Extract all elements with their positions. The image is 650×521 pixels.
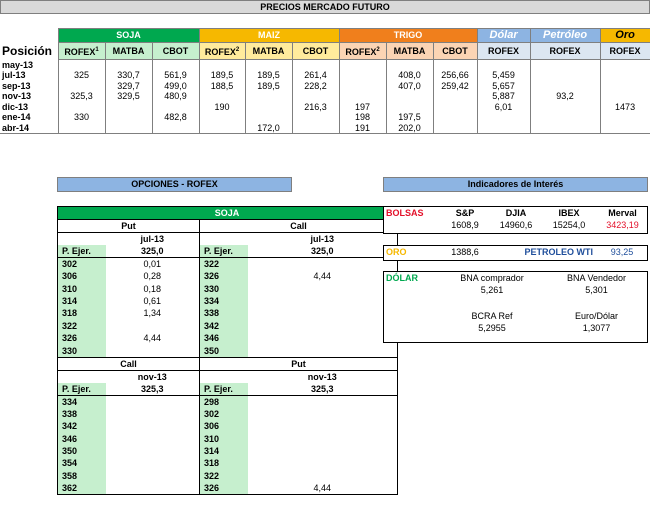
options-type-row: [58, 220, 398, 233]
futures-cell: [530, 70, 600, 81]
futures-cell: 197,5: [386, 112, 433, 123]
futures-cell: [339, 91, 386, 102]
group-oro: Oro: [600, 29, 650, 43]
group-dolar: Dólar: [477, 29, 530, 43]
futures-cell: 482,8: [152, 112, 199, 123]
col-soja-matba: MATBA: [105, 43, 152, 60]
bna-comprador-value: 5,261: [480, 285, 504, 295]
petroleo-wti-label: PETROLEO WTI: [524, 247, 593, 257]
futures-cell: [530, 102, 600, 113]
options-row: [58, 482, 398, 495]
futures-cell: [152, 123, 199, 134]
strike-price-cell: 310: [200, 433, 248, 445]
premium-cell: [248, 433, 398, 445]
premium-cell: [106, 320, 200, 332]
bolsas-box: [383, 206, 648, 234]
premium-cell: 4,44: [313, 271, 332, 282]
opt2-right-type: Put: [200, 357, 398, 370]
futures-cell: [245, 112, 292, 123]
futures-cell: 259,42: [433, 81, 477, 92]
col-petro-rofex: ROFEX: [530, 43, 600, 60]
strike-price-cell: 306: [200, 420, 248, 432]
futures-row-position: ene-14: [2, 112, 31, 123]
premium-cell: 4,44: [106, 332, 200, 344]
strike-price-cell: 322: [200, 470, 248, 482]
bna-vendedor-label: BNA Vendedor: [566, 273, 627, 283]
options-row: [58, 408, 398, 420]
futures-cell: 172,0: [245, 123, 292, 134]
options-row: [58, 433, 398, 445]
futures-cell: 6,01: [477, 102, 530, 113]
futures-cell: [152, 60, 199, 71]
strike-price-cell: 318: [200, 457, 248, 469]
premium-cell: [248, 282, 398, 294]
futures-row-position: dic-13: [2, 101, 29, 112]
premium-cell: [248, 307, 398, 319]
strike-price-cell: 334: [58, 395, 106, 408]
premium-cell: 0,28: [106, 270, 200, 282]
futures-cell: [600, 123, 650, 134]
opt1-right-type: Call: [200, 220, 398, 233]
futures-cell: [245, 102, 292, 113]
opt1-left-price: 325,0: [106, 245, 200, 258]
strike-price-cell: 330: [58, 344, 106, 356]
bcra-ref-value: 5,2955: [478, 323, 506, 333]
futures-cell: 228,2: [292, 81, 339, 92]
opt2-left-price: 325,3: [106, 383, 200, 396]
position-label: Posición: [2, 44, 53, 58]
strike-price-cell: 322: [58, 320, 106, 332]
opt1-left-type: Put: [58, 220, 200, 233]
futures-cell: 499,0: [152, 81, 199, 92]
futures-group-header-row: [0, 29, 650, 43]
premium-cell: [106, 408, 200, 420]
dolar-box: [383, 271, 648, 343]
euro-dolar-value: 1,3077: [582, 323, 611, 333]
premium-cell: [248, 408, 398, 420]
futures-cell: [477, 112, 530, 123]
futures-cell: 5,657: [477, 81, 530, 92]
futures-cell: [386, 91, 433, 102]
futures-row: [0, 70, 650, 81]
options-row: [58, 295, 398, 307]
futures-cell: [433, 102, 477, 113]
opt1-left-month: jul-13: [106, 233, 200, 246]
bolsas-header-sp: S&P: [455, 208, 475, 218]
futures-cell: 93,2: [530, 91, 600, 102]
options-row: [58, 282, 398, 294]
premium-cell: [248, 457, 398, 469]
bolsas-value-ibex: 15254,0: [552, 220, 586, 230]
strike-price-cell: 350: [200, 344, 248, 356]
futures-cell: 330,7: [105, 70, 152, 81]
options-row: [58, 445, 398, 457]
options-soja-title: SOJA: [57, 206, 397, 220]
bolsas-header-ibex: IBEX: [558, 208, 580, 218]
futures-cell: [58, 123, 105, 134]
bolsas-value-merval: 3423,19: [606, 220, 639, 230]
futures-cell: [199, 112, 245, 123]
options-row: [58, 270, 398, 282]
futures-cell: 197: [339, 102, 386, 113]
opt2-right-month: nov-13: [307, 371, 337, 382]
premium-cell: 0,18: [106, 282, 200, 294]
futures-cell: [386, 102, 433, 113]
options-row: [58, 395, 398, 408]
premium-cell: [106, 445, 200, 457]
futures-cell: 480,9: [152, 91, 199, 102]
premium-cell: [248, 320, 398, 332]
col-trigo-cbot: CBOT: [433, 43, 477, 60]
futures-cell: [600, 91, 650, 102]
futures-cell: 1473: [600, 102, 650, 113]
opt1-right-month: jul-13: [310, 234, 335, 244]
strike-price-cell: 318: [58, 307, 106, 319]
futures-cell: [292, 60, 339, 71]
futures-cell: [105, 102, 152, 113]
bcra-ref-label: BCRA Ref: [471, 311, 513, 321]
strike-price-cell: 330: [200, 282, 248, 294]
options-row: [58, 344, 398, 356]
strike-price-cell: 314: [200, 445, 248, 457]
strike-price-cell: 314: [58, 295, 106, 307]
futures-cell: [600, 112, 650, 123]
col-trigo-rofex: ROFEX$^2$: [339, 43, 386, 60]
futures-cell: 5,887: [477, 91, 530, 102]
strike-price-cell: 358: [58, 470, 106, 482]
futures-cell: 329,5: [105, 91, 152, 102]
bna-comprador-label: BNA comprador: [460, 273, 524, 283]
futures-cell: 189,5: [199, 70, 245, 81]
bolsas-value-djia: 14960,6: [499, 220, 533, 230]
futures-cell: [530, 112, 600, 123]
futures-cell: [339, 60, 386, 71]
premium-cell: [248, 344, 398, 356]
options-row: [58, 420, 398, 432]
futures-cell: [105, 123, 152, 134]
premium-cell: 4,44: [313, 483, 332, 494]
futures-cell: [530, 60, 600, 71]
futures-cell: 216,3: [292, 102, 339, 113]
premium-cell: [248, 420, 398, 432]
options-row: [58, 320, 398, 332]
futures-row: [0, 91, 650, 102]
strike-price-cell: 326: [200, 482, 248, 495]
group-petroleo: Petróleo: [530, 29, 600, 43]
premium-cell: [248, 295, 398, 307]
opt2-left-type: Call: [58, 357, 200, 370]
futures-cell: 191: [339, 123, 386, 134]
strike-price-cell: 306: [58, 270, 106, 282]
premium-cell: [106, 433, 200, 445]
futures-cell: [105, 112, 152, 123]
col-dolar-rofex: ROFEX: [477, 43, 530, 60]
premium-cell: 0,01: [106, 258, 200, 271]
futures-row: [0, 60, 650, 71]
premium-cell: 0,61: [106, 295, 200, 307]
futures-row-position: abr-14: [0, 123, 58, 134]
opt2-left-month: nov-13: [106, 370, 200, 383]
group-soja: SOJA: [58, 29, 199, 43]
options-row: [58, 258, 398, 271]
strike-price-cell: 326: [200, 270, 248, 282]
bolsas-header-djia: DJIA: [505, 208, 527, 218]
premium-cell: [248, 445, 398, 457]
col-soja-cbot: CBOT: [152, 43, 199, 60]
premium-cell: [248, 470, 398, 482]
futures-cell: [245, 60, 292, 71]
premium-cell: 1,34: [106, 307, 200, 319]
oro-label: ORO: [386, 247, 407, 257]
petroleo-wti-value: 93,25: [610, 247, 634, 257]
oro-value: 1388,6: [451, 247, 479, 257]
futures-cell: [199, 60, 245, 71]
premium-cell: [106, 420, 200, 432]
futures-cell: [433, 91, 477, 102]
bolsas-value-sp: 1608,9: [451, 220, 479, 230]
oro-box: [383, 245, 648, 261]
futures-cell: [339, 70, 386, 81]
opt2-right-price: 325,3: [311, 383, 334, 394]
futures-row-position: nov-13: [2, 91, 32, 102]
futures-cell: [477, 60, 530, 71]
futures-cell: [433, 60, 477, 71]
futures-cell: 330: [58, 112, 105, 123]
futures-cell: [58, 60, 105, 71]
strike-price-cell: 322: [200, 258, 248, 271]
futures-cell: [600, 60, 650, 71]
futures-cell: 189,5: [245, 81, 292, 92]
futures-cell: [58, 102, 105, 113]
futures-cell: [292, 91, 339, 102]
opt1-right-strike-label: P. Ejer.: [200, 245, 248, 258]
futures-cell: [199, 91, 245, 102]
strike-price-cell: 342: [200, 320, 248, 332]
col-oro-rofex: ROFEX: [600, 43, 650, 60]
options-row: [58, 457, 398, 469]
group-trigo: TRIGO: [339, 29, 477, 43]
futures-row: [0, 81, 650, 92]
futures-row: [0, 123, 650, 134]
futures-cell: 198: [339, 112, 386, 123]
strike-price-cell: 362: [58, 482, 106, 495]
futures-row-position: sep-13: [2, 80, 31, 91]
futures-cell: [152, 102, 199, 113]
options-block-jul: [57, 220, 398, 357]
futures-cell: 256,66: [433, 70, 477, 81]
options-block-nov: [57, 357, 398, 495]
col-trigo-matba: MATBA: [386, 43, 433, 60]
col-maiz-matba: MATBA: [245, 43, 292, 60]
strike-price-cell: 326: [58, 332, 106, 344]
premium-cell: [106, 470, 200, 482]
opt1-left-strike-label: P. Ejer.: [58, 245, 106, 258]
col-soja-rofex: ROFEX$^1$: [58, 43, 105, 60]
futures-cell: [530, 81, 600, 92]
strike-price-cell: 334: [200, 295, 248, 307]
futures-cell: 190: [199, 102, 245, 113]
strike-price-cell: 346: [58, 433, 106, 445]
opt2-right-strike-label: P. Ejer.: [200, 383, 248, 396]
bolsas-label: BOLSAS: [386, 208, 424, 218]
futures-cell: [386, 60, 433, 71]
premium-cell: [248, 395, 398, 408]
futures-cell: [433, 123, 477, 134]
premium-cell: [106, 395, 200, 408]
strike-price-cell: 298: [200, 395, 248, 408]
bolsas-header-merval: Merval: [608, 208, 637, 218]
futures-cell: 561,9: [152, 70, 199, 81]
opt2-left-strike-label: P. Ejer.: [58, 383, 106, 396]
premium-cell: [248, 258, 398, 271]
futures-cell: 188,5: [199, 81, 245, 92]
strike-price-cell: 302: [200, 408, 248, 420]
futures-cell: [339, 81, 386, 92]
futures-cell: 325,3: [58, 91, 105, 102]
indicators-section-title: Indicadores de Interés: [383, 177, 648, 192]
strike-price-cell: 302: [58, 258, 106, 271]
strike-price-cell: 310: [58, 282, 106, 294]
strike-price-cell: 342: [58, 420, 106, 432]
premium-cell: [106, 482, 200, 495]
futures-row: [0, 112, 650, 123]
page-title: PRECIOS MERCADO FUTURO: [0, 0, 650, 14]
col-maiz-cbot: CBOT: [292, 43, 339, 60]
futures-cell: [530, 123, 600, 134]
options-row: [58, 332, 398, 344]
futures-cell: 325: [58, 70, 105, 81]
futures-cell: 202,0: [386, 123, 433, 134]
futures-cell: 5,459: [477, 70, 530, 81]
options-soja-panel: [57, 206, 397, 495]
futures-cell: [477, 123, 530, 134]
strike-price-cell: 346: [200, 332, 248, 344]
futures-cell: 189,5: [245, 70, 292, 81]
futures-cell: [600, 81, 650, 92]
dolar-label: DÓLAR: [386, 273, 418, 283]
futures-cell: 329,7: [105, 81, 152, 92]
strike-price-cell: 338: [58, 408, 106, 420]
futures-cell: [600, 70, 650, 81]
bna-vendedor-value: 5,301: [585, 285, 608, 295]
futures-cell: 407,0: [386, 81, 433, 92]
futures-cell: [199, 123, 245, 134]
futures-table: [0, 28, 650, 134]
premium-cell: [248, 332, 398, 344]
futures-row: [0, 102, 650, 113]
futures-cell: [292, 123, 339, 134]
futures-row-position: may-13: [2, 59, 34, 70]
futures-cell: [58, 81, 105, 92]
options-row: [58, 470, 398, 482]
group-maiz: MAIZ: [199, 29, 339, 43]
futures-cell: [105, 60, 152, 71]
strike-price-cell: 354: [58, 457, 106, 469]
strike-price-cell: 338: [200, 307, 248, 319]
options-section-title: OPCIONES - ROFEX: [57, 177, 292, 192]
col-maiz-rofex: ROFEX$^2$: [199, 43, 245, 60]
strike-price-cell: 350: [58, 445, 106, 457]
opt1-right-price: 325,0: [310, 246, 334, 256]
premium-cell: [106, 457, 200, 469]
futures-cell: [433, 112, 477, 123]
futures-cell: 261,4: [292, 70, 339, 81]
options-row: [58, 307, 398, 319]
euro-dolar-label: Euro/Dólar: [574, 311, 619, 321]
futures-cell: [292, 112, 339, 123]
premium-cell: [106, 344, 200, 356]
futures-subheader-row: [0, 43, 650, 60]
futures-row-position: jul-13: [2, 70, 26, 81]
futures-cell: [245, 91, 292, 102]
futures-cell: 408,0: [386, 70, 433, 81]
